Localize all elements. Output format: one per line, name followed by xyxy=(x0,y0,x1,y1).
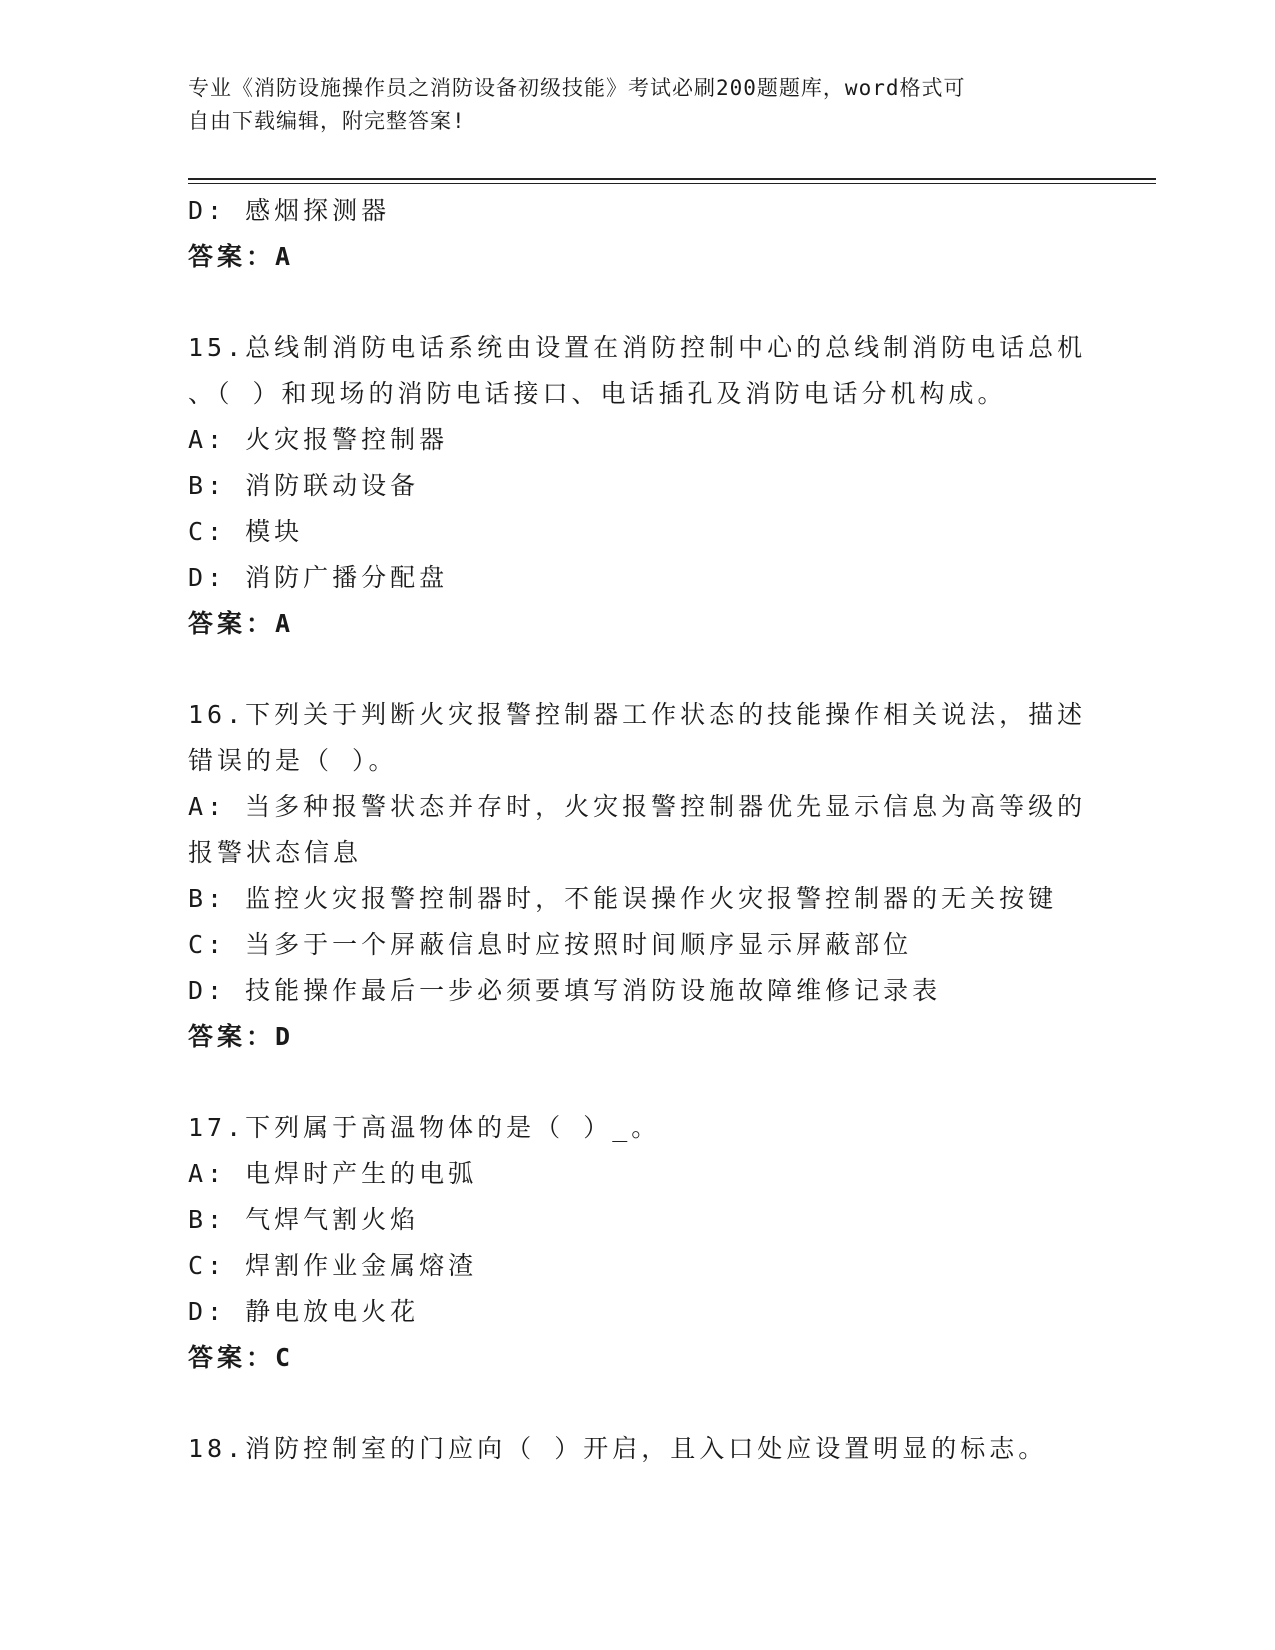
q17-stem: 17.下列属于高温物体的是（ ）_。 xyxy=(188,1113,661,1142)
spacer xyxy=(188,647,1088,692)
q15-stem-line-2: 、（ ）和现场的消防电话接口、电话插孔及消防电话分机构成。 xyxy=(188,379,1007,408)
q15-option-d: D: 消防广播分配盘 xyxy=(188,563,449,592)
q15-answer: 答案：A xyxy=(188,609,295,638)
q17-option-c: C: 焊割作业金属熔渣 xyxy=(188,1251,478,1280)
q17-option-b: B: 气焊气割火焰 xyxy=(188,1205,420,1234)
q15-stem-line-1: 15.总线制消防电话系统由设置在消防控制中心的总线制消防电话总机 xyxy=(188,333,1087,362)
question-list xyxy=(188,188,1088,1472)
spacer xyxy=(188,280,1088,325)
q16-option-c: C: 当多于一个屏蔽信息时应按照时间顺序显示屏蔽部位 xyxy=(188,930,913,959)
q15-option-b: B: 消防联动设备 xyxy=(188,471,420,500)
q16-stem-line-1: 16.下列关于判断火灾报警控制器工作状态的技能操作相关说法，描述 xyxy=(188,700,1087,729)
spacer xyxy=(188,1060,1088,1105)
prev-answer: 答案：A xyxy=(188,242,295,271)
q15-option-a: A: 火灾报警控制器 xyxy=(188,425,449,454)
prev-option-d: D: 感烟探测器 xyxy=(188,196,391,225)
document-header xyxy=(188,72,1068,138)
header-divider-thin xyxy=(188,183,1156,184)
q16-option-b: B: 监控火灾报警控制器时，不能误操作火灾报警控制器的无关按键 xyxy=(188,884,1058,913)
spacer xyxy=(188,1381,1088,1426)
q16-answer: 答案：D xyxy=(188,1022,295,1051)
q16-option-d: D: 技能操作最后一步必须要填写消防设施故障维修记录表 xyxy=(188,976,942,1005)
q16-option-a-line-2: 报警状态信息 xyxy=(188,838,363,867)
q17-option-a: A: 电焊时产生的电弧 xyxy=(188,1159,478,1188)
q17-option-d: D: 静电放电火花 xyxy=(188,1297,420,1326)
q17-answer: 答案：C xyxy=(188,1343,295,1372)
q18-stem: 18.消防控制室的门应向（ ）开启，且入口处应设置明显的标志。 xyxy=(188,1434,1048,1463)
q15-option-c: C: 模块 xyxy=(188,517,304,546)
header-line-1: 专业《消防设施操作员之消防设备初级技能》考试必刷200题题库，word格式可 xyxy=(188,76,966,100)
q16-option-a-line-1: A: 当多种报警状态并存时，火灾报警控制器优先显示信息为高等级的 xyxy=(188,792,1087,821)
q16-stem-line-2: 错误的是（ ）。 xyxy=(188,746,398,775)
header-line-2: 自由下载编辑，附完整答案! xyxy=(188,109,466,133)
header-divider-thick xyxy=(188,178,1156,180)
